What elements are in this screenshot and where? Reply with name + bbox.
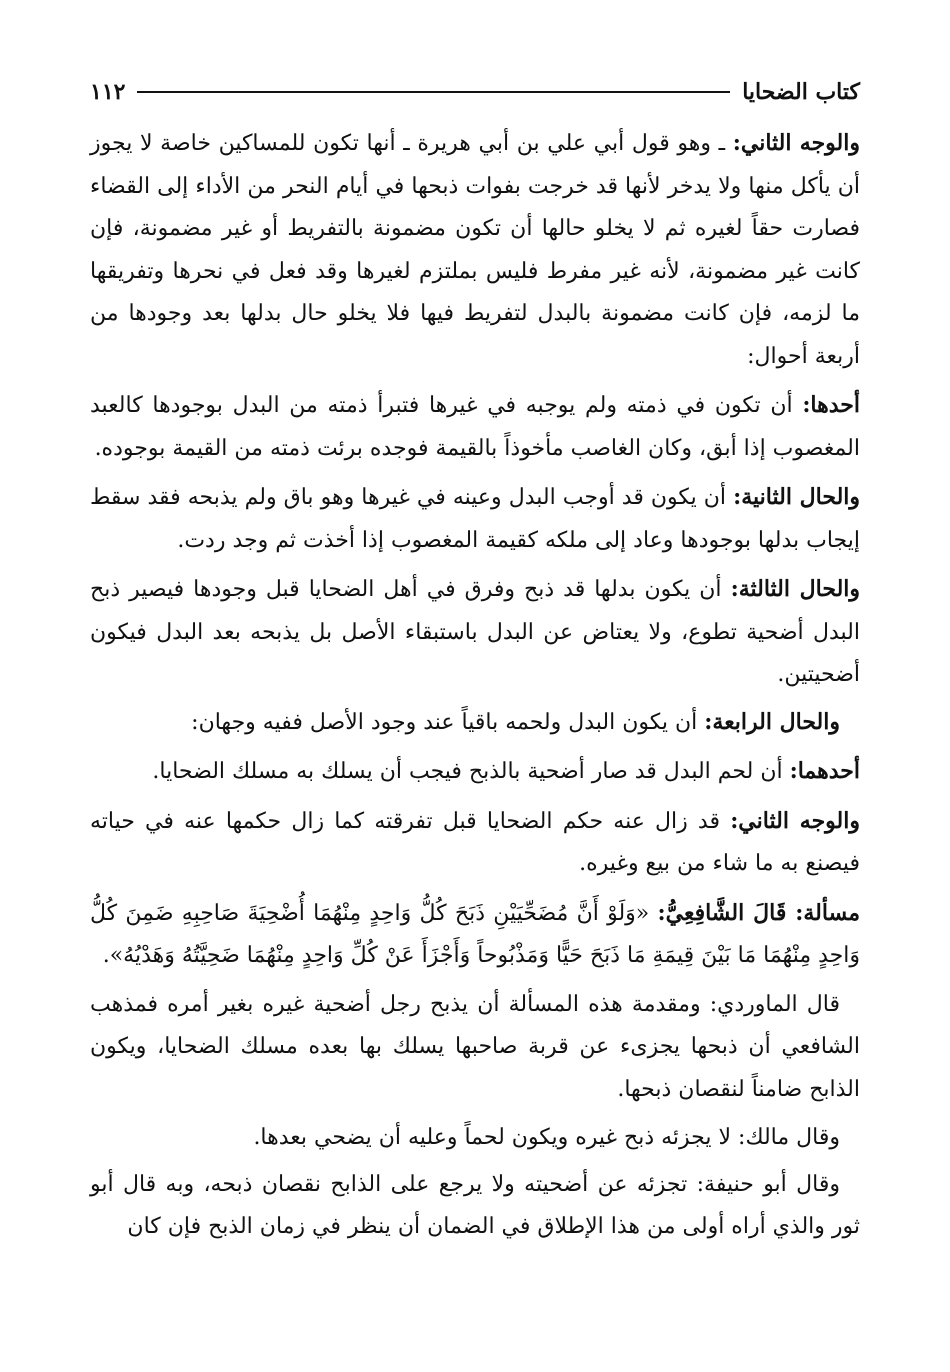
paragraph-second-of-two (90, 800, 860, 886)
book-title: كتاب الضحايا (742, 79, 860, 105)
paragraph-lead: والحال الثالثة: (730, 576, 861, 602)
paragraph-text: أن يكون بدلها قد ذبح وفرق في أهل الضحايا قبل وجودها فيصير ذبح البدل أضحية تطوع، ولا يعتاض عن البدل باستبقاء الأصل بل يذبحه بعد البدل فيكون أضحيتين. (90, 577, 860, 687)
paragraph-second-case (90, 476, 860, 562)
paragraph-malik (90, 1117, 860, 1160)
quoted-text: «وَلَوْ أَنَّ مُضَحِّيَيْنِ ذَبَحَ كُلُّ وَاحِدٍ مِنْهُمَا أُضْحِيَةَ صَاحِبِهِ ضَمِنَ كُلُّ وَاحِدٍ مِنْهُمَا مَا بَيْنَ قِيمَةِ مَا ذَبَحَ حَيًّا وَمَذْبُوحاً وَأَجْزَأَ عَنْ كُلِّ وَاحِدٍ مِنْهُمَا ضَحِيَّتُهُ وَهَدْيُهُ». (90, 900, 860, 968)
paragraph-second-view (90, 122, 860, 378)
paragraph-first-of-two (90, 750, 860, 794)
paragraph-text: قد زال عنه حكم الضحايا قبل تفرقته كما زال حكمها عنه في حياته فيصنع به ما شاء من بيع وغيره. (90, 808, 860, 876)
paragraph-text: أن تكون في ذمته ولم يوجبه في غيرها فتبرأ ذمته من البدل بوجودها كالعبد المغصوب إذا أبق، وكان الغاصب مأخوذاً بالقيمة فوجده برئت ذمته من القيمة بوجوده. (90, 393, 860, 461)
page-header (90, 72, 860, 112)
paragraph-text: وقال أبو حنيفة: تجزئه عن أضحيته ولا يرجع على الذابح نقصان ذبحه، وبه قال أبو ثور والذي أراه أولى من هذا الإطلاق في الضمان أن ينظر في زمان الذبح فإن كان (90, 1171, 860, 1239)
paragraph-text: قال الماوردي: ومقدمة هذه المسألة أن يذبح رجل أضحية غيره بغير أمره فمذهب الشافعي أن ذبحها يجزىء عن قربة صاحبها يسلك بها بعده مسلك الضحايا، ويكون الذابح ضامناً لنقصان ذبحها. (90, 991, 860, 1102)
paragraph-third-case (90, 568, 860, 697)
paragraph-issue-shafii (90, 892, 860, 978)
paragraph-lead: والحال الثانية: (733, 484, 861, 510)
paragraph-lead: والحال الرابعة: (704, 708, 840, 735)
paragraph-text: أن لحم البدل قد صار أضحية بالذبح فيجب أن يسلك به مسلك الضحايا. (152, 759, 790, 784)
paragraph-lead: أحدهما: (789, 758, 860, 784)
header-rule (137, 91, 730, 93)
paragraph-text: ـ وهو قول أبي علي بن أبي هريرة ـ أنها تكون للمساكين خاصة لا يجوز أن يأكل منها ولا يدخر لأنها قد خرجت بفوات ذبحها في أيام النحر من الأداء إلى القضاء فصارت حقاً لغيره ثم لا يخلو حالها أن تكون مضمونة بالتفريط أو غير مضمونة، فإن كانت غير مضمونة، لأنه غير مفرط فليس بملتزم لغيرها وقد فعل في نحرها وتفريقها ما لزمه، فإن كانت مضمونة بالبدل لتفريط فيها فلا يخلو حال بدلها بعد وجودها من أربعة أحوال: (90, 131, 860, 369)
paragraph-first-case (90, 384, 860, 470)
paragraph-text: وقال مالك: لا يجزئه ذبح غيره ويكون لحماً وعليه أن يضحي بعدها. (253, 1125, 840, 1150)
document-page (90, 72, 860, 1352)
page-number: ١١٢ (90, 79, 126, 105)
paragraph-mawardi (90, 984, 860, 1112)
paragraph-fourth-case (90, 701, 860, 745)
paragraph-text: أن يكون البدل ولحمه باقياً عند وجود الأصل ففيه وجهان: (191, 709, 705, 735)
paragraph-lead: مسألة: قَالَ الشَّافِعِيُّ: (657, 899, 860, 926)
paragraph-abu-hanifa (90, 1164, 860, 1249)
paragraph-lead: والوجه الثاني: (730, 807, 860, 834)
paragraph-lead: والوجه الثاني: (732, 130, 860, 156)
paragraph-lead: أحدها: (802, 392, 860, 418)
paragraph-text: أن يكون قد أوجب البدل وعينه في غيرها وهو باق ولم يذبحه فقد سقط إيجاب بدلها بوجودها وعاد إلى ملكه كقيمة المغصوب إذا أخذت ثم وجد ردت. (90, 485, 860, 553)
